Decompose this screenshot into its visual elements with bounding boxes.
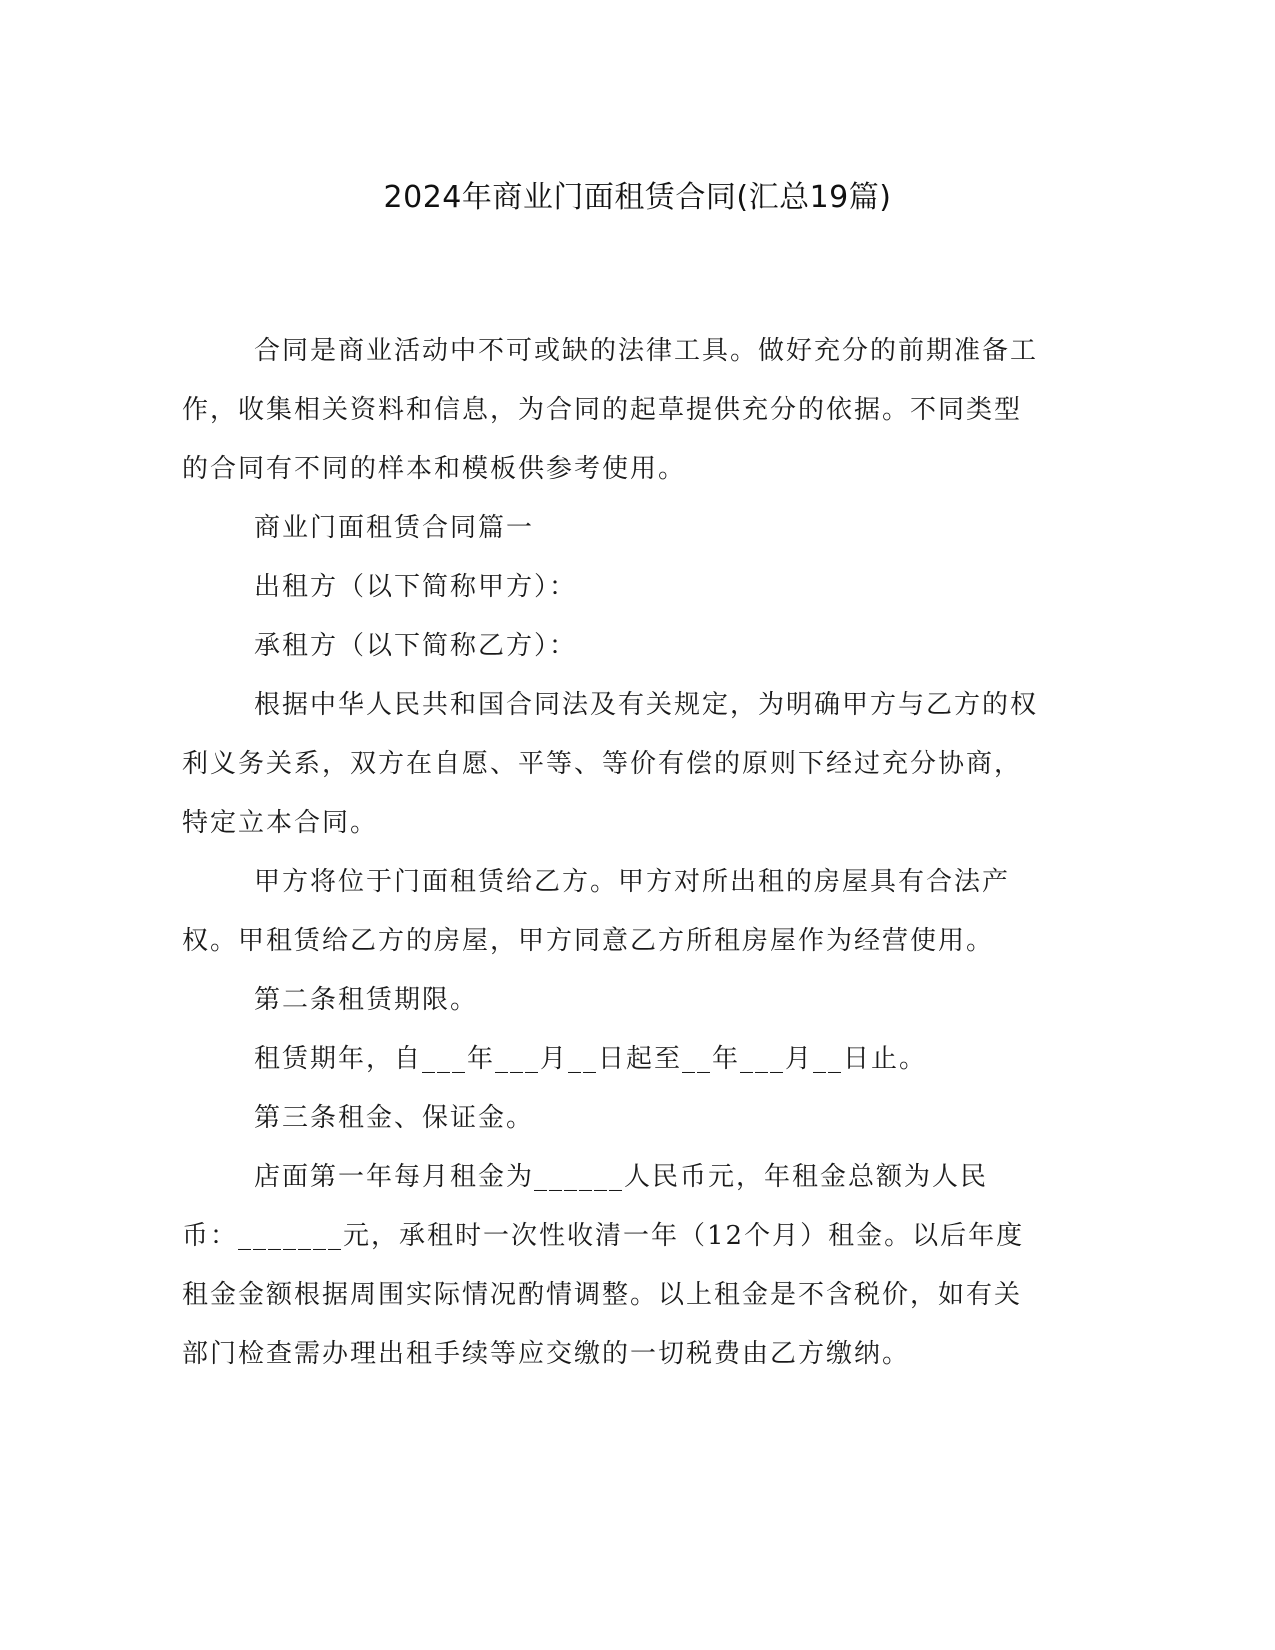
article-two-heading: 第二条租赁期限。: [254, 985, 479, 1015]
section-heading: 商业门面租赁合同篇一: [254, 513, 535, 543]
document-body: [182, 322, 1042, 1384]
preamble-paragraph: 根据中华人民共和国合同法及有关规定，为明确甲方与乙方的权利义务关系，双方在自愿、平等、等价有偿的原则下经过充分协商，特定立本合同。: [182, 690, 1039, 838]
intro-paragraph: 合同是商业活动中不可或缺的法律工具。做好充分的前期准备工作，收集相关资料和信息，为合同的起草提供充分的依据。不同类型的合同有不同的样本和模板供参考使用。: [182, 336, 1039, 484]
lease-term-paragraph: 租赁期年，自___年___月__日起至__年___月__日止。: [254, 1044, 928, 1074]
article-three-heading: 第三条租金、保证金。: [254, 1103, 535, 1133]
rent-paragraph: 店面第一年每月租金为______人民币元，年租金总额为人民币：_______元，承租时一次性收清一年（12个月）租金。以后年度租金金额根据周围实际情况酌情调整。以上租金是不含税价，如有关部门检查需办理出租手续等应交缴的一切税费由乙方缴纳。: [182, 1162, 1025, 1369]
lessee-line: 承租方（以下简称乙方）：: [254, 631, 578, 661]
document-title: 2024年商业门面租赁合同(汇总19篇): [383, 180, 892, 215]
premises-paragraph: 甲方将位于门面租赁给乙方。甲方对所出租的房屋具有合法产权。甲租赁给乙方的房屋，甲方同意乙方所租房屋作为经营使用。: [182, 867, 1011, 956]
lessor-line: 出租方（以下简称甲方）：: [254, 572, 578, 602]
